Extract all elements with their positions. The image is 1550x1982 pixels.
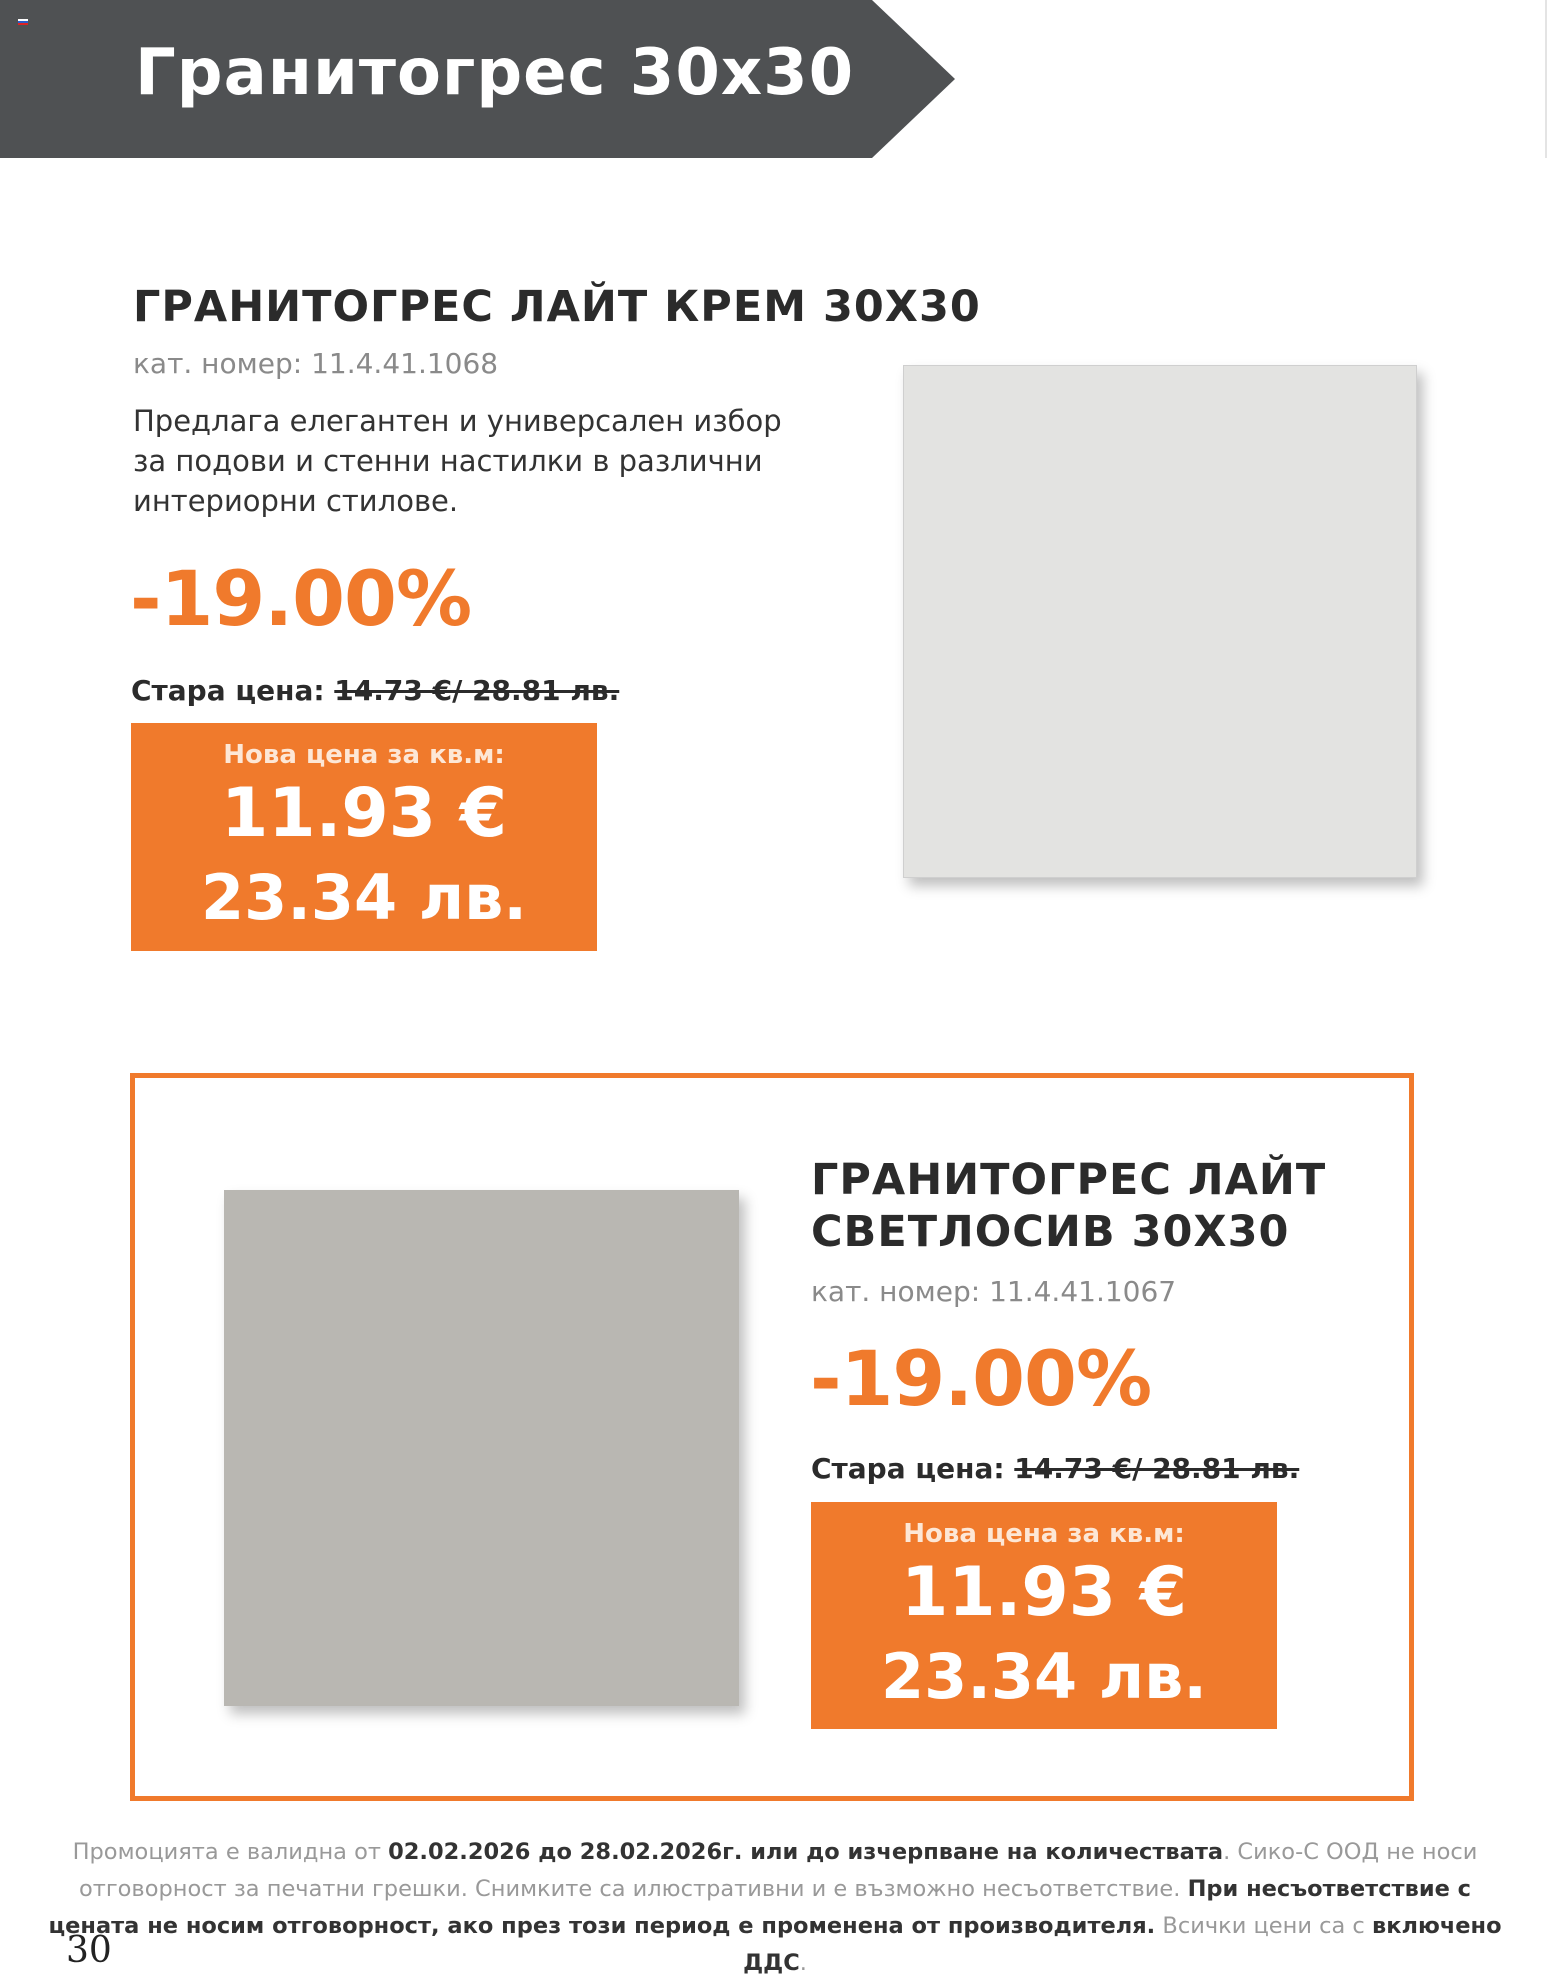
product-title-line: ГРАНИТОГРЕС ЛАЙТ КРЕМ 30Х30 [133, 282, 981, 332]
catalog-number-value: 11.4.41.1068 [311, 347, 499, 380]
footer-text-bold: 02.02.2026 до 28.02.2026г. или до изчерпване на количествата [388, 1839, 1224, 1865]
discount-badge: -19.00% [810, 1334, 1152, 1423]
flag-icon [18, 19, 28, 25]
old-price [811, 1452, 1299, 1485]
catalog-number-label: кат. номер: [133, 347, 312, 380]
new-price-box [811, 1502, 1277, 1729]
product-title-line: ГРАНИТОГРЕС ЛАЙТ [811, 1155, 1327, 1205]
discount-badge: -19.00% [130, 554, 472, 643]
divider [1545, 0, 1547, 158]
footer-text: Всички цени са с [1155, 1913, 1372, 1939]
new-price-label: Нова цена за кв.м: [223, 740, 505, 770]
catalog-number [811, 1275, 1176, 1308]
footer-text-bold: При несъответствие с цената не носим отговорност, ако през този период е променена от производителя. [48, 1876, 1472, 1939]
old-price-label: Стара цена: [131, 674, 335, 707]
new-price-label: Нова цена за кв.м: [903, 1519, 1185, 1549]
catalog-number-label: кат. номер: [811, 1275, 990, 1308]
page-title: Гранитогрес 30х30 [135, 36, 855, 110]
footer-text-bold: включено ДДС [743, 1913, 1502, 1976]
old-price-value: 14.73 €/ 28.81 лв. [1014, 1452, 1300, 1485]
product-title [811, 1154, 1326, 1258]
product-title [133, 281, 981, 333]
footer-text: Промоцията е валидна от [72, 1839, 389, 1865]
new-price-bgn: 23.34 лв. [201, 861, 527, 934]
product-image [903, 365, 1417, 878]
footer-text: . Сико-С ООД не носи отговорност за печатни грешки. Снимките са илюстративни и е възможно несъответствие. [78, 1839, 1478, 1902]
new-price-bgn: 23.34 лв. [881, 1640, 1207, 1713]
product-title-line: СВЕТЛОСИВ 30Х30 [811, 1207, 1290, 1257]
old-price-value: 14.73 €/ 28.81 лв. [334, 674, 620, 707]
product-description: Предлага елегантен и универсален избор за подови и стенни настилки в различни интериорни стилове. [133, 404, 782, 518]
new-price-box [131, 723, 597, 951]
old-price [131, 674, 619, 707]
new-price-eur: 11.93 € [220, 774, 508, 853]
catalog-number [133, 347, 498, 380]
page-number: 30 [66, 1930, 112, 1971]
footer-text: . [799, 1950, 807, 1976]
new-price-eur: 11.93 € [900, 1553, 1188, 1632]
product-image [224, 1190, 739, 1706]
old-price-label: Стара цена: [811, 1452, 1015, 1485]
catalog-number-value: 11.4.41.1067 [989, 1275, 1177, 1308]
footer-disclaimer [40, 1834, 1510, 1982]
